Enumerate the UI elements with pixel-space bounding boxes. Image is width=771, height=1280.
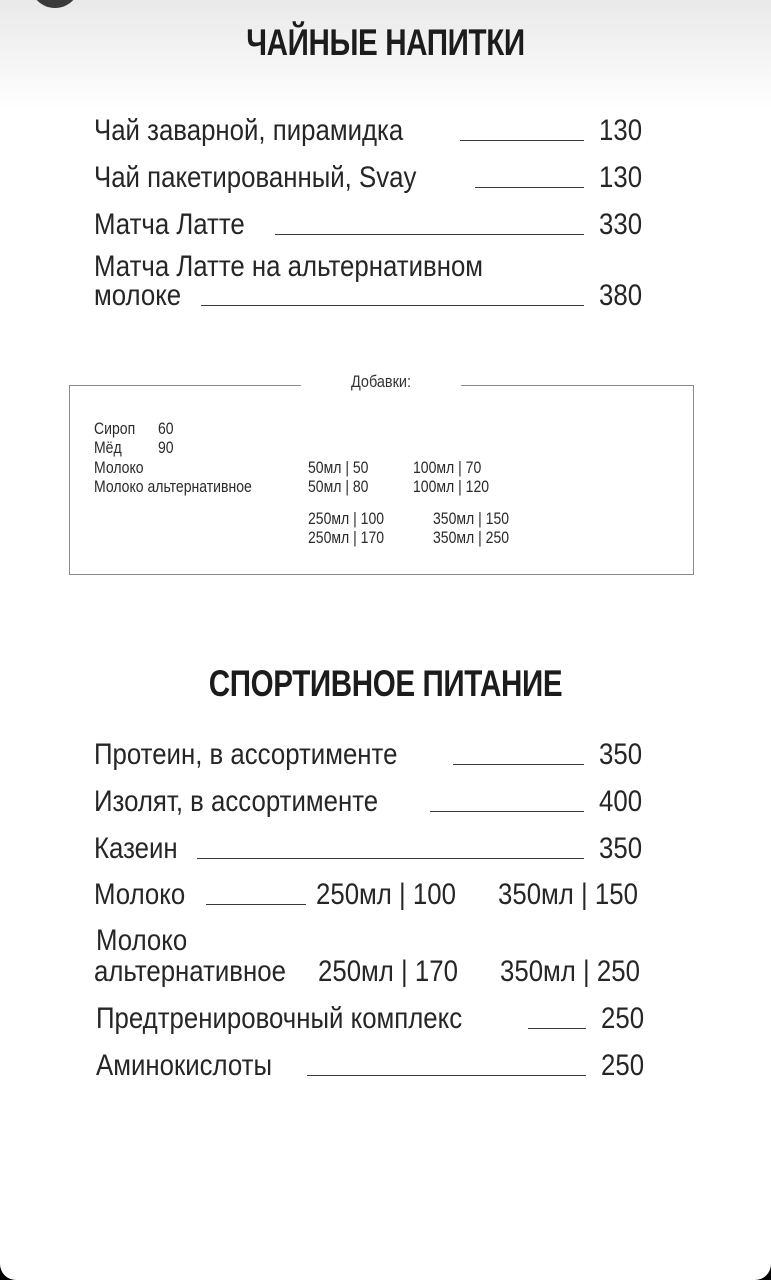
addon-alt-milk-large-size-2: 350мл | 250 [433, 529, 510, 547]
leader-line [430, 811, 584, 812]
item-name: Матча Латте [94, 208, 245, 241]
addons-frame-top-right [461, 385, 693, 386]
item-name: Чай пакетированный, Svay [94, 161, 417, 194]
bottom-edge [0, 1264, 771, 1280]
menu-item [94, 114, 642, 148]
addon-alt-milk-label: Молоко альтернативное [94, 478, 252, 496]
menu-item [94, 279, 642, 313]
addon-milk-large-size-1: 250мл | 100 [308, 510, 385, 528]
addon-syrup-price: 60 [158, 420, 174, 438]
menu-item [94, 208, 642, 242]
addon-honey-price: 90 [158, 439, 174, 457]
menu-item [94, 878, 314, 912]
item-name: Предтренировочный комплекс [96, 1002, 463, 1035]
menu-item [96, 1002, 644, 1036]
leader-line [307, 1075, 586, 1076]
leader-line [460, 140, 584, 141]
item-name: Изолят, в ассортименте [94, 785, 379, 818]
item-size-1: 250мл | 100 [316, 878, 456, 911]
item-name: молоке [94, 279, 182, 312]
item-name-line2: альтернативное [94, 955, 286, 988]
item-price: 250 [600, 1002, 644, 1035]
item-name: Аминокислоты [96, 1049, 273, 1082]
leader-line [528, 1028, 586, 1029]
leader-line [197, 858, 584, 859]
leader-line [453, 764, 584, 765]
menu-item [94, 785, 642, 819]
item-price: 350 [598, 738, 642, 771]
item-name-line1: Молоко [96, 924, 188, 957]
item-name: Чай заварной, пирамидка [94, 114, 404, 147]
leader-line [201, 305, 584, 306]
sport-heading: СПОРТИВНОЕ ПИТАНИЕ [208, 663, 563, 704]
addon-alt-milk-size-1: 50мл | 80 [308, 478, 369, 496]
addon-honey-label: Мёд [94, 439, 122, 457]
item-price: 250 [600, 1049, 644, 1082]
leader-line [206, 904, 306, 905]
item-price: 330 [598, 208, 642, 241]
item-name-line1: Матча Латте на альтернативном [94, 250, 484, 283]
addon-milk-label: Молоко [94, 459, 144, 477]
addons-title: Добавки: [350, 372, 412, 391]
tea-heading: ЧАЙНЫЕ НАПИТКИ [246, 22, 525, 63]
item-price: 400 [598, 785, 642, 818]
item-price: 380 [598, 279, 642, 312]
item-name: Протеин, в ассортименте [94, 738, 398, 771]
menu-item [96, 1049, 644, 1083]
menu-item [94, 161, 642, 195]
item-size-2: 350мл | 250 [500, 955, 640, 988]
leader-line [475, 187, 584, 188]
addon-alt-milk-size-2: 100мл | 120 [413, 478, 490, 496]
item-name: Молоко [94, 878, 186, 911]
addon-milk-size-2: 100мл | 70 [413, 459, 482, 477]
item-price: 130 [598, 161, 642, 194]
item-name: Казеин [94, 832, 178, 865]
addons-frame-top-left [69, 385, 301, 386]
addon-alt-milk-large-size-1: 250мл | 170 [308, 529, 385, 547]
addon-milk-large-size-2: 350мл | 150 [433, 510, 510, 528]
item-size-1: 250мл | 170 [318, 955, 458, 988]
item-price: 130 [598, 114, 642, 147]
addon-syrup-label: Сироп [94, 420, 136, 438]
item-price: 350 [598, 832, 642, 865]
menu-item [94, 738, 642, 772]
leader-line [275, 234, 584, 235]
item-size-2: 350мл | 150 [498, 878, 638, 911]
addon-milk-size-1: 50мл | 50 [308, 459, 369, 477]
menu-item [94, 832, 642, 866]
